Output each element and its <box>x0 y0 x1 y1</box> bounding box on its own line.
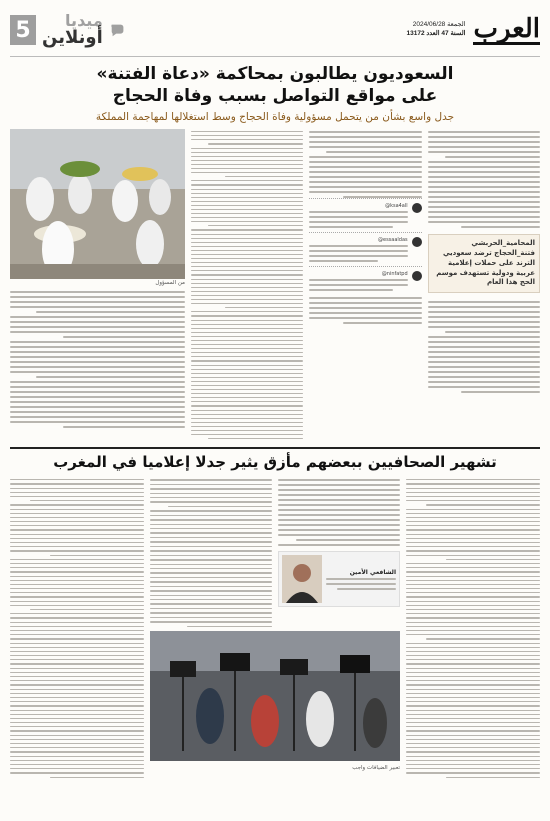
masthead <box>10 6 540 54</box>
tweet-handle: @ksa4all <box>385 203 408 210</box>
portrait-graphic <box>282 555 322 603</box>
issue-date: الجمعة 2024/06/28 <box>412 21 466 29</box>
journalists-photo <box>150 631 400 761</box>
columnist-name: الشافعي الأمين <box>349 568 396 576</box>
lead-subheadline: جدل واسع بشأن من يتحمل مسؤولية وفاة الحجاج وسط استغلالها لمهاجمة المملكة <box>95 111 455 124</box>
journalists-photo-caption: تعبير الضيافات واجب <box>352 765 400 772</box>
lead-body-column-4 <box>428 299 540 393</box>
tweet-card <box>309 198 421 232</box>
lead-text-columns <box>191 129 540 439</box>
lead-headline-line2: على مواقع التواصل بسبب وفاة الحجاج <box>112 86 438 107</box>
quote-text <box>326 569 396 590</box>
section-name-line2: أونلاين <box>42 27 103 48</box>
section-name-line1: ميديا <box>65 11 103 30</box>
tweet-text <box>309 277 407 291</box>
lead-intro-text <box>428 129 540 228</box>
tweet-text <box>309 209 407 228</box>
newspaper-logo: العرب <box>473 13 540 44</box>
tweet-card <box>309 232 421 266</box>
pilgrims-photo <box>10 129 185 279</box>
tweet-card <box>309 266 421 295</box>
lead-column-tweets <box>309 129 421 439</box>
second-body-column-2 <box>150 477 272 627</box>
tweet-body <box>309 271 407 291</box>
second-story <box>10 477 540 777</box>
tweet-handle: @ninfatpd <box>381 271 408 278</box>
highlight-box-title: المحامية_الحربشي فتنة_الحجاج ترضد سعوديي الترند على حملات إعلامية عربية ودولية تستهدف موسم الحج هذا العام <box>436 239 535 287</box>
lead-body-column-2 <box>191 129 303 439</box>
second-body-column-3 <box>278 477 400 627</box>
speech-bubble-icon <box>109 21 127 39</box>
second-body-column-1 <box>10 477 144 777</box>
avatar <box>412 271 422 281</box>
second-center-columns <box>150 477 400 627</box>
quote-lines <box>326 576 396 590</box>
journalists-photo-graphic <box>150 631 400 761</box>
lead-column-intro <box>428 129 540 439</box>
pilgrims-photo-graphic <box>10 129 185 279</box>
lead-story <box>10 129 540 439</box>
pilgrims-photo-caption: من المسؤول <box>155 280 185 287</box>
issue-number: السنة 47 العدد 13172 <box>406 30 466 37</box>
brand <box>406 13 540 45</box>
second-body-column-4 <box>406 477 540 777</box>
tweet-handle: @essaaldas <box>378 237 408 244</box>
avatar <box>412 237 422 247</box>
lead-body-column-3a <box>309 129 421 198</box>
columnist-portrait <box>282 555 322 603</box>
masthead-divider <box>10 56 540 57</box>
tweet-body <box>309 237 407 262</box>
issue-info <box>406 21 465 39</box>
lead-headline-line1: السعوديون يطالبون بمحاكمة «دعاة الفتنة» <box>96 64 454 84</box>
tweet-text <box>309 243 407 262</box>
tweet-body <box>309 203 407 228</box>
second-center-block <box>150 477 400 777</box>
second-body-column-3-text <box>278 477 400 546</box>
lead-photo-column <box>10 129 185 439</box>
lead-body-column-1 <box>10 289 185 428</box>
highlight-box <box>428 234 540 293</box>
section-label <box>10 13 127 47</box>
quote-box <box>278 551 400 607</box>
second-headline: تشهير الصحافيين ببعضهم مأزق يثير جدلا إعلاميا في المغرب <box>10 447 540 471</box>
page-number: 5 <box>10 15 36 45</box>
avatar <box>412 203 422 213</box>
lead-headline <box>10 63 540 107</box>
lead-body-column-3b <box>309 295 421 324</box>
section-name <box>42 13 103 47</box>
